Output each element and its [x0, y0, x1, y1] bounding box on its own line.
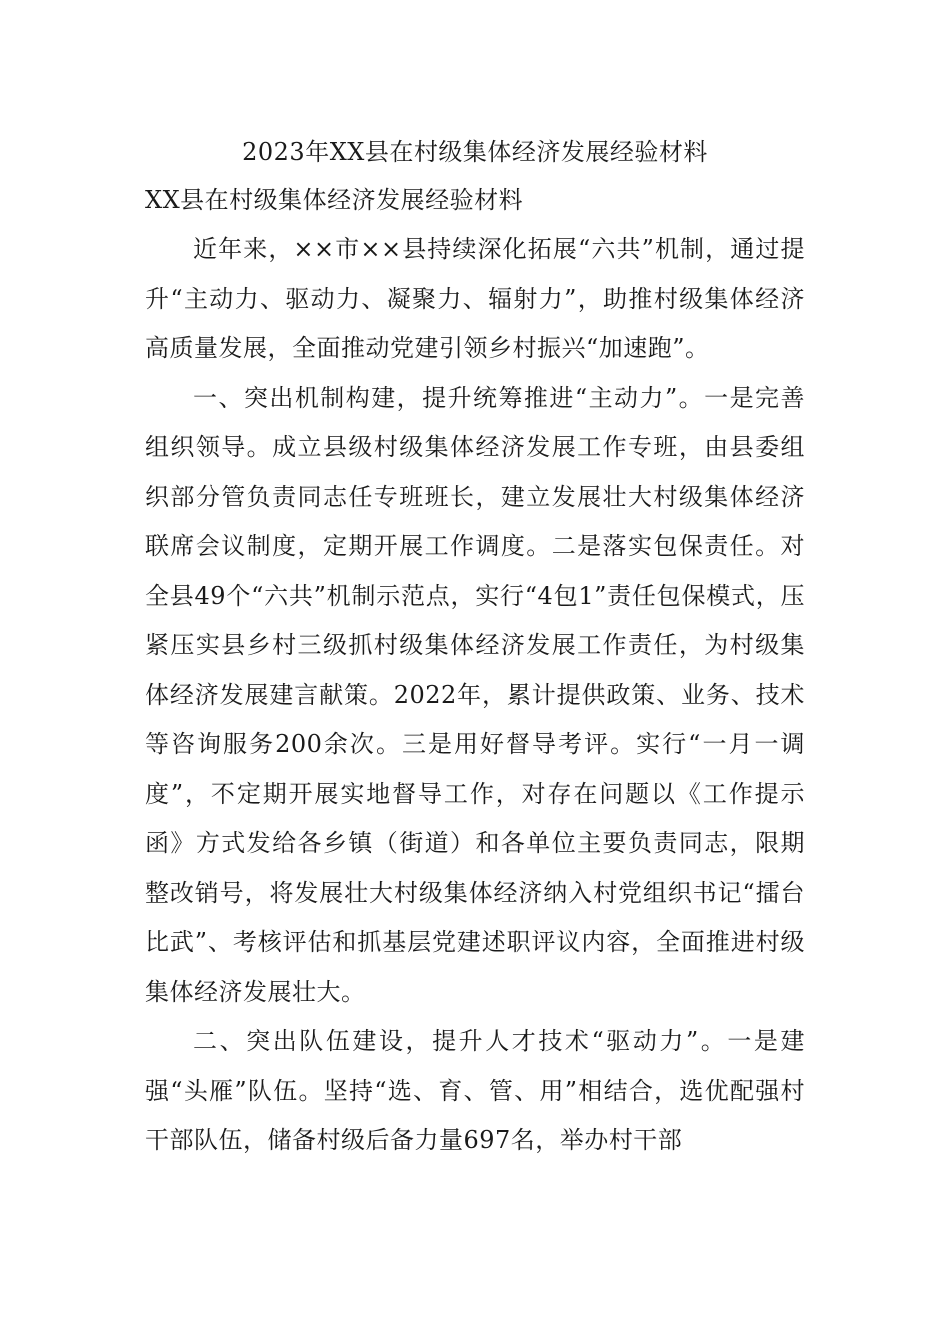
paragraph-section-two: 二、突出队伍建设，提升人才技术“驱动力”。一是建强“头雁”队伍。坚持“选、育、管、用”相结合，选优配强村干部队伍，储备村级后备力量697名，举办村干部 — [145, 1027, 805, 1154]
document-body — [145, 225, 805, 1166]
document-subtitle: XX县在村级集体经济发展经验材料 — [145, 186, 524, 214]
paragraph-section-one: 一、突出机制构建，提升统筹推进“主动力”。一是完善组织领导。成立县级村级集体经济发展工作专班，由县委组织部分管负责同志任专班班长，建立发展壮大村级集体经济联席会议制度，定期开展工作调度。二是落实包保责任。对全县49个“六共”机制示范点，实行“4包1”责任包保模式，压紧压实县乡村三级抓村级集体经济发展工作责任，为村级集体经济发展建言献策。2022年，累计提供政策、业务、技术等咨询服务200余次。三是用好督导考评。实行“一月一调度”，不定期开展实地督导工作，对存在问题以《工作提示函》方式发给各乡镇（街道）和各单位主要负责同志，限期整改销号，将发展壮大村级集体经济纳入村党组织书记“擂台比武”、考核评估和抓基层党建述职评议内容，全面推进村级集体经济发展壮大。 — [145, 383, 805, 1006]
document-title: 2023年XX县在村级集体经济发展经验材料 — [242, 138, 708, 166]
paragraph-intro: 近年来，××市××县持续深化拓展“六共”机制，通过提升“主动力、驱动力、凝聚力、辐射力”，助推村级集体经济高质量发展，全面推动党建引领乡村振兴“加速跑”。 — [145, 235, 805, 362]
